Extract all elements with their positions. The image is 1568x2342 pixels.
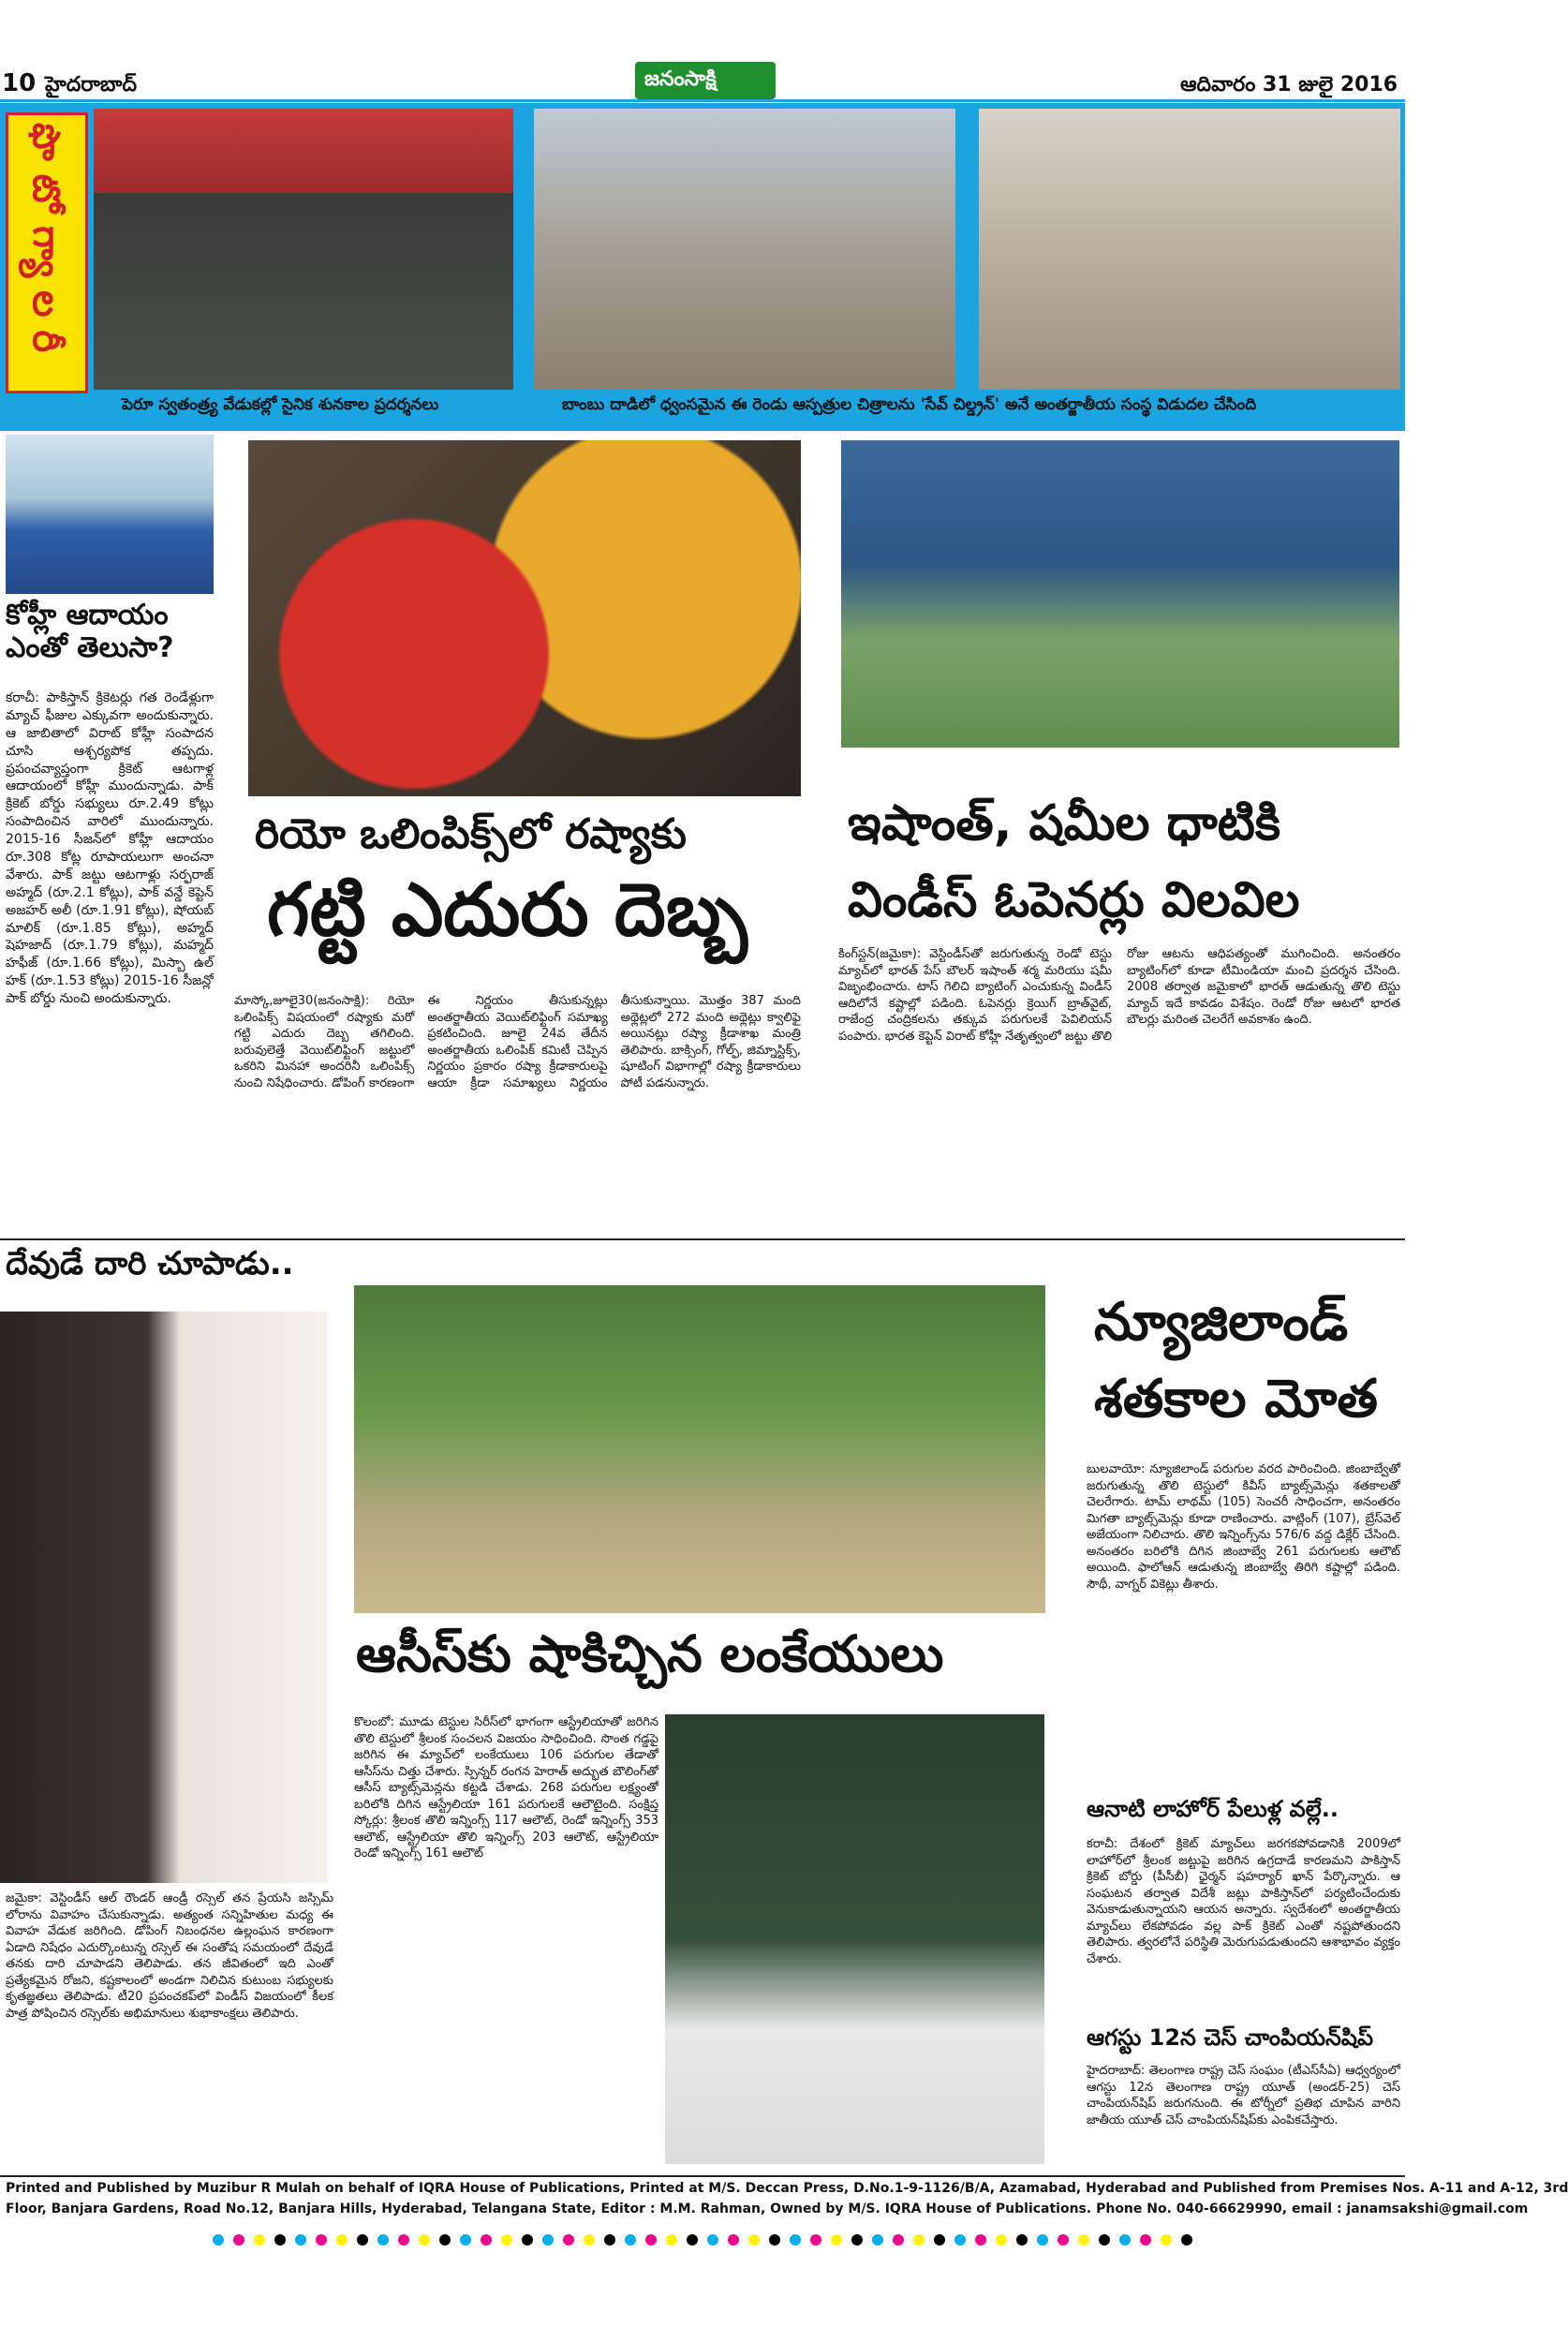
page-number: 10 xyxy=(2,69,37,97)
gallery-photo-hospital-2 xyxy=(979,109,1400,390)
gallery-label xyxy=(6,112,88,393)
kohli-photo xyxy=(6,435,214,594)
russell-wedding-photo xyxy=(0,1312,328,1883)
rio-photo-weights xyxy=(248,440,801,796)
lahore-body: కరాచీ: దేశంలో క్రికెట్ మ్యాచ్‌లు జరగకపోవడానికి 2009లో లాహోర్‌లో శ్రీలంక జట్టుపై జరిగిన ఉగ్రదాడే కారణమని పాకిస్తాన్ క్రికెట్ బోర్డు (పీసీబీ) ఛైర్మన్ షహర్యార్ ఖాన్ పేర్కొన్నారు. ఆ సంఘటన తర్వాత విదేశీ జట్లు పాకిస్తాన్‌లో పర్యటించేందుకు వెనుకాడుతున్నాయని ఆయన అన్నారు. స్వదేశంలో అంతర్జాతీయ మ్యాచ్‌లు లేకపోవడం వల్ల పాక్ క్రికెట్ ఎంతో నష్టపోతుందని తెలిపారు. త్వరలోనే పరిస్థితి మెరుగుపడుతుందని ఆశాభావం వ్యక్తం చేశారు. xyxy=(1087,1837,1400,1966)
kohli-body: కరాచీ: పాకిస్తాన్ క్రికెటర్లు గత రెండేళ్లుగా మ్యాచ్ ఫీజుల ఎక్కువగా అందుకున్నారు. ఆ జాబితాలో విరాట్ కోహ్లీ సంపాదన చూసి ఆశ్చర్యపోక తప్పదు. ప్రపంచవ్యాప్తంగా క్రికెట్ ఆటగాళ్ల ఆదాయంలో కోహ్లీ ముందున్నాడు. పాక్ క్రికెట్ బోర్డు సభ్యులు రూ.2.49 కోట్లు సంపాదించిన వారిలో ముందున్నారు. 2015-16 సీజన్‌లో కోహ్లీ ఆదాయం రూ.308 కోట్ల రూపాయలుగా అంచనా వేశారు. పాక్ జట్టు ఆటగాళ్లు సర్ఫరాజ్ అహ్మద్ (రూ.2.1 కోట్లు), పాక్ వన్డే కెప్టెన్ అజహర్ అలీ (రూ.1.91 కోట్లు), షోయబ్ మాలిక్ (రూ.1.85 కోట్లు), అహ్మద్ షెహజాద్ (రూ.1.79 కోట్లు), మహ్మద్ హఫీజ్ (రూ.1.66 కోట్లు), మిస్బా ఉల్ హక్ (రూ.1.53 కోట్లు) 2015-16 సీజన్లో పాక్ బోర్డు నుంచి అందుకున్నారు. xyxy=(6,690,214,1007)
logo-text: జనంసాక్షి xyxy=(644,67,717,91)
masthead-logo xyxy=(635,62,776,99)
gallery-caption-left: పెరూ స్వతంత్ర్య వేడుకల్లో సైనిక శునకాల ప్రదర్శనలు xyxy=(122,395,439,414)
photo-gallery xyxy=(0,103,1405,431)
masthead xyxy=(0,0,1405,101)
russell-body: జమైకా: వెస్టిండీస్ ఆల్ రౌండర్ ఆండ్రీ రస్సెల్ తన ప్రేయసి జస్సిమ్ లోరాను వివాహం చేసుకున్నాడు. అత్యంత సన్నిహితుల మధ్య ఈ వివాహ వేడుక జరిగింది. డోపింగ్ నిబంధనల ఉల్లంఘన కారణంగా ఏడాది నిషేధం ఎదుర్కొంటున్న రస్సెల్ ఈ సంతోష సమయంలో దేవుడే తనకు దారి చూపాడని తెలిపాడు. తన జీవితంలో ఇది ఎంతో ప్రత్యేకమైన రోజని, కష్టకాలంలో అండగా నిలిచిన కుటుంబ సభ్యులకు కృతజ్ఞతలు తెలిపాడు. టీ20 ప్రపంచకప్‌లో విండీస్ విజయంలో కీలక పాత్ర పోషించిన రస్సెల్‌కు అభిమానులు శుభాకాంక్షలు తెలిపారు. xyxy=(6,1891,333,2021)
rio-body: మాస్కో,జూలై30(జనంసాక్షి): రియో ఒలింపిక్స్ విషయంలో రష్యాకు మరో గట్టి ఎదురు దెబ్బ తగిలింది. బరువులెత్తే వెయిట్‌లిఫ్టింగ్ జట్టులో ఒకరిని మినహా అందరినీ ఒలింపిక్స్ నుంచి నిషేధించారు. డోపింగ్ కారణంగా ఈ నిర్ణయం తీసుకున్నట్లు అంతర్జాతీయ వెయిట్‌లిఫ్టింగ్ సమాఖ్య ప్రకటించింది. జూలై 24వ తేదీన అంతర్జాతీయ ఒలింపిక్ కమిటీ చెప్పిన నిర్ణయం ప్రకారం రష్యా క్రీడాకారులపై ఆయా క్రీడా సమాఖ్యలు నిర్ణయం తీసుకున్నాయి. మొత్తం 387 మంది అథ్లెట్లలో 272 మంది అథ్లెట్లు క్వాలిఫై అయినట్లు రష్యా క్రీడాశాఖ మంత్రి తెలిపారు. బాక్సింగ్, గోల్ఫ్, జిమ్నాస్టిక్స్, షూటింగ్ విభాగాల్లో రష్యా క్రీడాకారులు పోటీ పడనున్నారు. xyxy=(234,994,801,1090)
footer-imprint-line2: Floor, Banjara Gardens, Road No.12, Banjara Hills, Hyderabad, Telangana State, Editor : M.M. Rahman, Owned by M/S. IQRA House of Publications. Phone No. 040-66629990, email : janamsakshi@gmail.com xyxy=(6,2201,1529,2216)
nz-headline-line1: న్యూజిలాండ్ xyxy=(1094,1292,1349,1353)
chess-body: హైదరాబాద్: తెలంగాణ రాష్ట్ర చెస్ సంఘం (టీఎస్‌సీఏ) ఆధ్వర్యంలో ఆగస్టు 12న తెలంగాణ రాష్ట్ర యూత్ (అండర్-25) చెస్ చాంపియన్‌షిప్ జరుగనుంది. ఈ టోర్నీలో ప్రతిభ చూపిన వారిని జాతీయ యూత్ చెస్ చాంపియన్‌షిప్‌కు ఎంపికచేస్తారు. xyxy=(1087,2064,1400,2127)
herath-photo xyxy=(665,1714,1044,2164)
masthead-rule xyxy=(0,99,1405,102)
footer-rule xyxy=(0,2175,1405,2177)
gallery-photo-dog-parade xyxy=(94,109,513,390)
lanka-headline: ఆసీస్‌కు షాకిచ్చిన లంకేయులు xyxy=(356,1624,944,1683)
nz-body: బులవాయో: న్యూజిలాండ్ పరుగుల వరద పారించింది. జింబాబ్వేతో జరుగుతున్న తొలి టెస్టులో కివీస్ బ్యాట్స్‌మెన్లు శతకాలతో చెలరేగారు. టామ్ లాథమ్ (105) సెంచరీ సాధించగా, అనంతరం మిగతా బ్యాట్స్‌మెన్లు కూడా రాణించారు. వాట్లింగ్ (107), బ్రేస్‌వెల్ అజేయంగా నిలిచారు. తొలి ఇన్నింగ్స్‌ను 576/6 వద్ద డిక్లేర్ చేసింది. అనంతరం బరిలోకి దిగిన జింబాబ్వే 261 పరుగులకు ఆలౌట్ అయింది. ఫాలోఆన్ ఆడుతున్న జింబాబ్వే తిరిగి కష్టాల్లో పడింది. సౌథీ, వాగ్నర్ వికెట్లు తీశారు. xyxy=(1087,1462,1400,1592)
section-divider xyxy=(0,1238,1405,1240)
gallery-label-text: ఫొ టో గ్యా ల రీ xyxy=(24,123,67,353)
chess-headline: ఆగస్టు 12న చెస్ చాంపియన్‌షిప్ xyxy=(1087,2024,1374,2051)
city-label: హైదరాబాద్ xyxy=(45,73,137,96)
rio-headline-line2: గట్టి ఎదురు దెబ్బ xyxy=(267,868,748,953)
ishant-body: కింగ్‌స్టన్(జమైకా): వెస్టిండీస్‌తో జరుగుతున్న రెండో టెస్టు మ్యాచ్‌లో భారత్ పేస్ బౌలర్ ఇషాంత్ శర్మ మరియు షమీ విజృంభించారు. టాస్ గెలిచి బ్యాటింగ్ ఎంచుకున్న విండీస్ ఆదిలోనే కష్టాల్లో పడింది. ఓపెనర్లు క్రెయిగ్ బ్రాత్‌వైట్, రాజేంద్ర చంద్రికలను తక్కువ పరుగులకే పెవిలియన్ పంపారు. భారత కెప్టెన్ విరాట్ కోహ్లీ నేతృత్వంలో జట్టు తొలి రోజు ఆటను ఆధిపత్యంతో ముగించింది. అనంతరం బ్యాటింగ్‌లో కూడా టీమిండియా మంచి ప్రదర్శన చేసింది. 2008 తర్వాత జమైకాలో భారత్ ఆడుతున్న తొలి టెస్టు మ్యాచ్ ఇదే కావడం విశేషం. రెండో రోజు ఆటలో భారత బౌలర్లు మరింత చెలరేగే అవకాశం ఉంది. xyxy=(838,947,1400,1044)
rio-headline-line1: రియో ఒలింపిక్స్‌లో రష్యాకు xyxy=(255,810,687,858)
kohli-headline: కోహ్లీ ఆదాయం ఎంతో తెలుసా? xyxy=(6,599,174,664)
gallery-caption-right: బాంబు దాడిలో ధ్వంసమైన ఈ రెండు ఆస్పత్రుల చిత్రాలను 'సేవ్ చిల్డ్రన్' అనే అంతర్జాతీయ సంస్థ విడుదల చేసింది xyxy=(562,395,1257,414)
gallery-photo-hospital-1 xyxy=(534,109,955,390)
ishant-headline-line2: విండీస్ ఓపెనర్లు విలవిల xyxy=(848,872,1300,928)
russell-headline: దేవుడే దారి చూపాడు.. xyxy=(6,1245,294,1282)
lanka-photo-team xyxy=(354,1285,1045,1613)
ishant-photo-players xyxy=(841,440,1399,748)
date-label: ఆదివారం 31 జులై 2016 xyxy=(1180,73,1398,96)
lanka-body: కొలంబో: మూడు టెస్టుల సిరీస్‌లో భాగంగా ఆస్ట్రేలియాతో జరిగిన తొలి టెస్టులో శ్రీలంక సంచలన విజయం సాధించింది. సొంత గడ్డపై జరిగిన ఈ మ్యాచ్‌లో లంకేయులు 106 పరుగుల తేడాతో ఆసీస్‌ను చిత్తు చేశారు. స్పిన్నర్ రంగన హెరాత్ అద్భుత బౌలింగ్‌తో ఆసీస్ బ్యాట్స్‌మెన్లను కట్టడి చేశాడు. 268 పరుగుల లక్ష్యంతో బరిలోకి దిగిన ఆస్ట్రేలియా 161 పరుగులకే ఆలౌటైంది. సంక్షిప్త స్కోర్లు: శ్రీలంక తొలి ఇన్నింగ్స్ 117 ఆలౌట్, రెండో ఇన్నింగ్స్ 353 ఆలౌట్, ఆస్ట్రేలియా తొలి ఇన్నింగ్స్ 203 ఆలౌట్, ఆస్ట్రేలియా రెండో ఇన్నింగ్స్ 161 ఆలౌట్ xyxy=(354,1715,658,1861)
ishant-headline-line1: ఇషాంత్, షమీల ధాటికి xyxy=(848,795,1280,852)
lahore-headline: ఆనాటి లాహోర్ పేలుళ్ల వల్లే.. xyxy=(1087,1796,1339,1822)
footer-imprint-line1: Printed and Published by Muzibur R Mulah on behalf of IQRA House of Publications, Printed at M/S. Deccan Press, D.No.1-9-1126/B/A, Azamabad, Hyderabad and Published from Premises Nos. A-11 and A-12, 3rd xyxy=(6,2181,1568,2196)
nz-headline-line2: శతకాల మోత xyxy=(1094,1369,1378,1430)
registration-color-strip xyxy=(0,2231,1405,2246)
